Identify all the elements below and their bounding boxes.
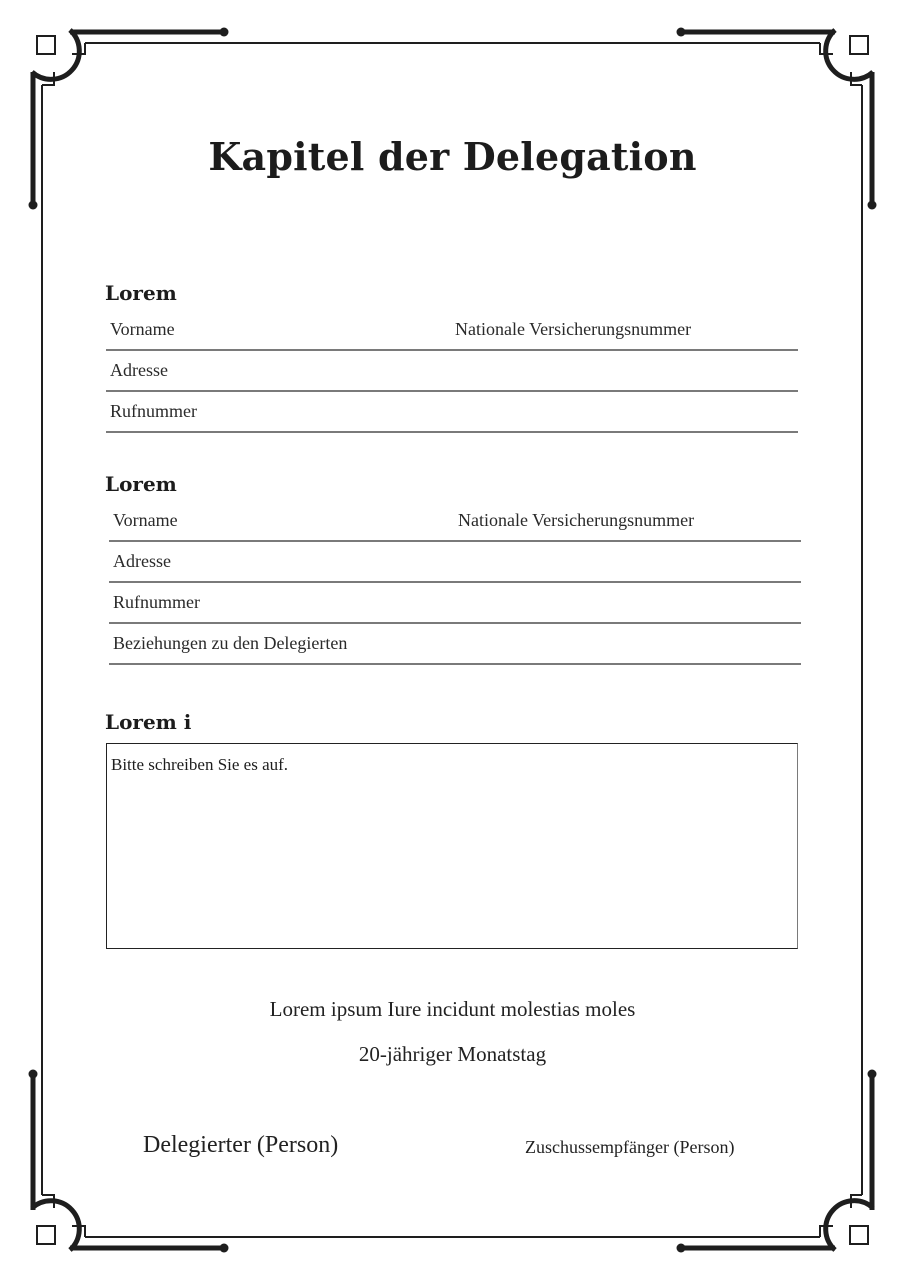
field-row-first-name-1[interactable] bbox=[106, 310, 798, 351]
field-label-address: Adresse bbox=[110, 360, 168, 380]
field-row-address-2[interactable] bbox=[109, 542, 801, 583]
signature-grant-recipient: Zuschussempfänger (Person) bbox=[525, 1137, 735, 1157]
field-row-phone-1[interactable] bbox=[106, 392, 798, 433]
footer-line-1: Lorem ipsum Iure incidunt molestias moles bbox=[269, 997, 636, 1021]
field-label-first-name: Vorname bbox=[110, 319, 175, 339]
field-label-phone: Rufnummer bbox=[110, 401, 197, 421]
field-label-first-name: Vorname bbox=[113, 510, 178, 530]
signature-delegate: Delegierter (Person) bbox=[143, 1132, 339, 1158]
field-label-phone: Rufnummer bbox=[113, 592, 200, 612]
field-label-relationship: Beziehungen zu den Delegierten bbox=[113, 633, 348, 653]
field-row-phone-2[interactable] bbox=[109, 583, 801, 624]
field-row-first-name-2[interactable] bbox=[109, 501, 801, 542]
notes-placeholder: Bitte schreiben Sie es auf. bbox=[111, 755, 289, 774]
section-1-heading: Lorem bbox=[105, 281, 177, 305]
field-row-relationship[interactable] bbox=[109, 624, 801, 665]
field-row-address-1[interactable] bbox=[106, 351, 798, 392]
field-label-insurance-number: Nationale Versicherungsnummer bbox=[455, 319, 692, 339]
footer-line-2: 20-jähriger Monatstag bbox=[358, 1042, 547, 1066]
field-label-insurance-number: Nationale Versicherungsnummer bbox=[458, 510, 695, 530]
section-3-heading: Lorem i bbox=[105, 710, 192, 734]
field-label-address: Adresse bbox=[113, 551, 171, 571]
notes-textarea[interactable] bbox=[106, 743, 798, 949]
section-2-heading: Lorem bbox=[105, 472, 177, 496]
page-title: Kapitel der Delegation bbox=[208, 134, 697, 179]
